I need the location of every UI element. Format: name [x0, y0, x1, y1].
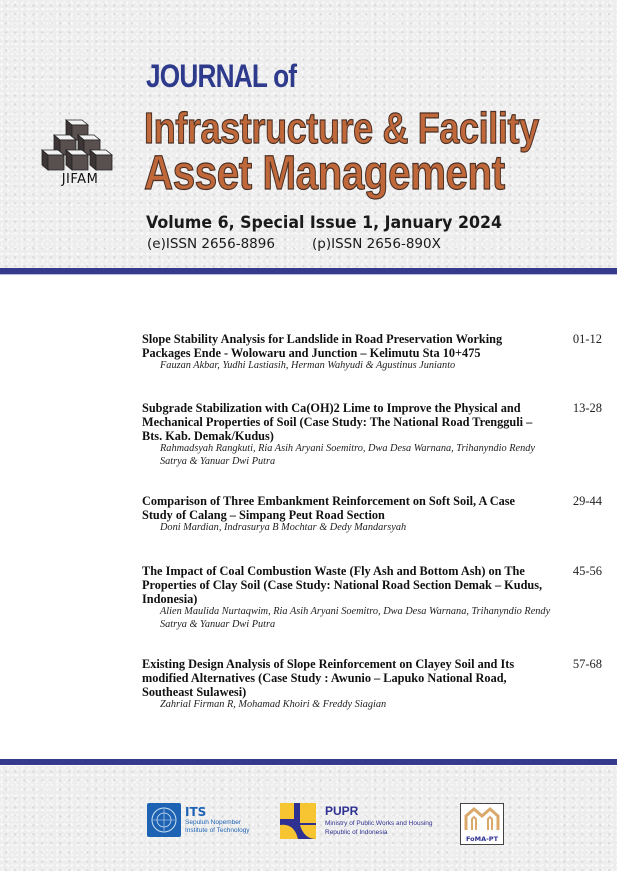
article-authors: Doni Mardian, Indrasurya B Mochtar & Dedy Mandarsyah [160, 522, 407, 533]
article-pages: 13-28 [572, 401, 602, 415]
bottom-divider [0, 759, 617, 765]
toc-entry[interactable] [142, 564, 602, 631]
toc-entry[interactable] [142, 332, 602, 373]
volume-issue: Volume 6, Special Issue 1, January 2024 [146, 213, 502, 233]
top-divider [0, 268, 617, 275]
pupr-emblem-icon [280, 803, 316, 839]
article-pages: 57-68 [572, 657, 602, 671]
article-authors: Zahrial Firman R, Mohamad Khoiri & Freddy Siagian [160, 699, 387, 710]
pupr-logo [280, 803, 440, 839]
toc-entry[interactable] [142, 401, 602, 468]
journal-of-heading: JOURNAL of [146, 58, 297, 94]
article-authors: Fauzan Akbar, Yudhi Lastiasih, Herman Wahyudi & Agustinus Junianto [160, 360, 456, 371]
article-pages: 29-44 [572, 494, 602, 508]
article-authors: Rahmadsyah Rangkuti, Ria Asih Aryani Soemitro, Dwa Desa Warnana, Trihanyndio Rendy Satrya & Yanuar Dwi Putra [160, 443, 535, 467]
article-authors: Alien Maulida Nurtaqwim, Ria Asih Aryani Soemitro, Dwa Desa Warnana, Trihanyndio Rendy Satrya & Yanuar Dwi Putra [160, 606, 551, 630]
issn-print: (p)ISSN 2656-890X [312, 236, 441, 252]
pupr-name: PUPR [325, 804, 359, 818]
logo-text: JIFAM [61, 172, 99, 187]
article-title[interactable]: The Impact of Coal Combustion Waste (Fly Ash and Bottom Ash) on The Properties of Clay Soil (Case Study: National Road Section Demak – Kudus, Indonesia) [142, 564, 543, 606]
its-subtitle-2: Institute of Technology [185, 827, 250, 834]
article-pages: 01-12 [572, 332, 602, 346]
its-emblem-icon [147, 803, 181, 837]
journal-title-line1: Infrastructure & Facility [144, 104, 539, 153]
its-logo [147, 803, 257, 837]
toc-entry[interactable] [142, 657, 602, 712]
its-name: ITS [185, 805, 207, 819]
foma-houses-icon [464, 806, 500, 832]
issn-electronic: (e)ISSN 2656-8896 [147, 236, 275, 252]
article-pages: 45-56 [572, 564, 602, 578]
article-title[interactable]: Comparison of Three Embankment Reinforcement on Soft Soil, A Case Study of Calang – Simpang Peut Road Section [142, 494, 516, 522]
pupr-subtitle-1: Ministry of Public Works and Housing [325, 820, 433, 827]
toc-entry[interactable] [142, 494, 602, 535]
article-title[interactable]: Slope Stability Analysis for Landslide in Road Preservation Working Packages Ende - Wolowaru and Junction – Kelimutu Sta 10+475 [142, 332, 503, 360]
foma-pt-logo [460, 803, 504, 845]
article-title[interactable]: Existing Design Analysis of Slope Reinforcement on Clayey Soil and Its modified Alternatives (Case Study : Awunio – Lapuko National Road, Southeast Sulawesi) [142, 657, 515, 699]
journal-title-line2: Asset Management [144, 147, 505, 200]
foma-name: FoMA-PT [465, 835, 499, 843]
article-title[interactable]: Subgrade Stabilization with Ca(OH)2 Lime to Improve the Physical and Mechanical Properties of Soil (Case Study: The National Road Trengguli – Bts. Kab. Demak/Kudus) [142, 401, 533, 443]
pupr-subtitle-2: Republic of Indonesia [325, 829, 388, 836]
its-subtitle-1: Sepuluh Nopember [185, 819, 242, 826]
